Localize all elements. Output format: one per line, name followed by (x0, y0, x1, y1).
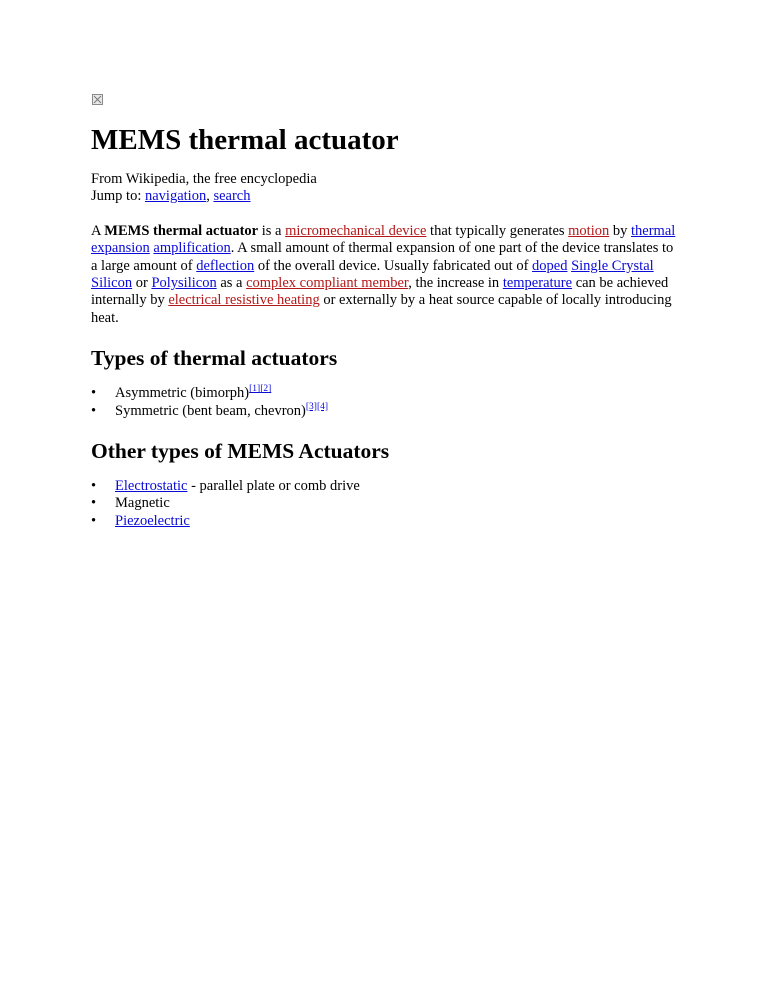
intro-text: is a (258, 222, 286, 239)
article-content (91, 94, 681, 530)
citation-link[interactable]: [4] (316, 401, 329, 412)
intro-text: . A small amount of thermal expansion of one part of the device translates to a large amount of (91, 240, 674, 274)
citation-refs (306, 402, 328, 412)
link-temperature[interactable]: temperature (502, 275, 573, 292)
section-heading-types-of-thermal-actuators: Types of thermal actuators (91, 346, 338, 371)
link-single-crystal-silicon[interactable]: Single Crystal Silicon (91, 257, 654, 292)
site-tagline: From Wikipedia, the free encyclopedia (91, 171, 317, 187)
list-item-text: - parallel plate or comb drive (187, 478, 360, 495)
link-micromechanical-device[interactable]: micromechanical device (285, 222, 427, 239)
list-item (91, 495, 681, 512)
thermal-actuator-types-list (91, 385, 681, 420)
link-piezoelectric[interactable]: Piezoelectric (115, 512, 190, 529)
link-complex-compliant-member[interactable]: complex compliant member (246, 275, 409, 292)
jump-navigation-link[interactable]: navigation (144, 188, 207, 205)
citation-link[interactable]: [1] (249, 384, 261, 395)
jump-to-bar (91, 188, 681, 205)
broken-image-icon (92, 94, 103, 105)
link-electrical-resistive-heating[interactable]: electrical resistive heating (168, 292, 320, 309)
citation-link[interactable]: [2] (260, 384, 272, 395)
intro-text: or (132, 275, 152, 292)
jump-search-link[interactable]: search (213, 188, 251, 205)
intro-text: of the overall device. Usually fabricated out of (254, 257, 533, 274)
link-electrostatic[interactable]: Electrostatic (115, 478, 188, 495)
intro-text: or externally by a heat source capable of locally introducing heat. (91, 292, 672, 326)
intro-text: , the increase in (408, 275, 503, 292)
jump-to-label: Jump to: (91, 188, 142, 205)
link-deflection[interactable]: deflection (196, 257, 255, 274)
link-motion[interactable]: motion (568, 222, 610, 239)
list-item (91, 478, 681, 495)
citation-refs (249, 384, 271, 394)
link-amplification[interactable]: amplification (153, 240, 231, 257)
page-title: MEMS thermal actuator (91, 124, 399, 156)
intro-text: as a (216, 275, 247, 292)
jump-separator: , (206, 188, 210, 205)
list-item-text: Magnetic (115, 495, 170, 512)
intro-paragraph (91, 223, 681, 327)
intro-bold-term: MEMS thermal actuator (104, 222, 259, 239)
link-polysilicon[interactable]: Polysilicon (151, 275, 217, 292)
intro-text: can be achieved internally by (91, 275, 669, 309)
list-item (91, 403, 681, 420)
citation-link[interactable]: [3] (305, 401, 317, 412)
intro-text: A (91, 222, 105, 239)
link-doped[interactable]: doped (532, 257, 568, 274)
link-thermal-expansion[interactable]: thermal expansion (91, 222, 676, 257)
section-heading-other-mems-actuators: Other types of MEMS Actuators (91, 439, 390, 464)
intro-text: that typically generates (426, 222, 569, 239)
list-item-text: Symmetric (bent beam, chevron) (115, 402, 306, 419)
other-actuator-types-list (91, 478, 681, 530)
list-item (91, 385, 681, 402)
intro-text: by (609, 222, 631, 239)
list-item-text: Asymmetric (bimorph) (115, 385, 250, 402)
list-item (91, 513, 681, 530)
